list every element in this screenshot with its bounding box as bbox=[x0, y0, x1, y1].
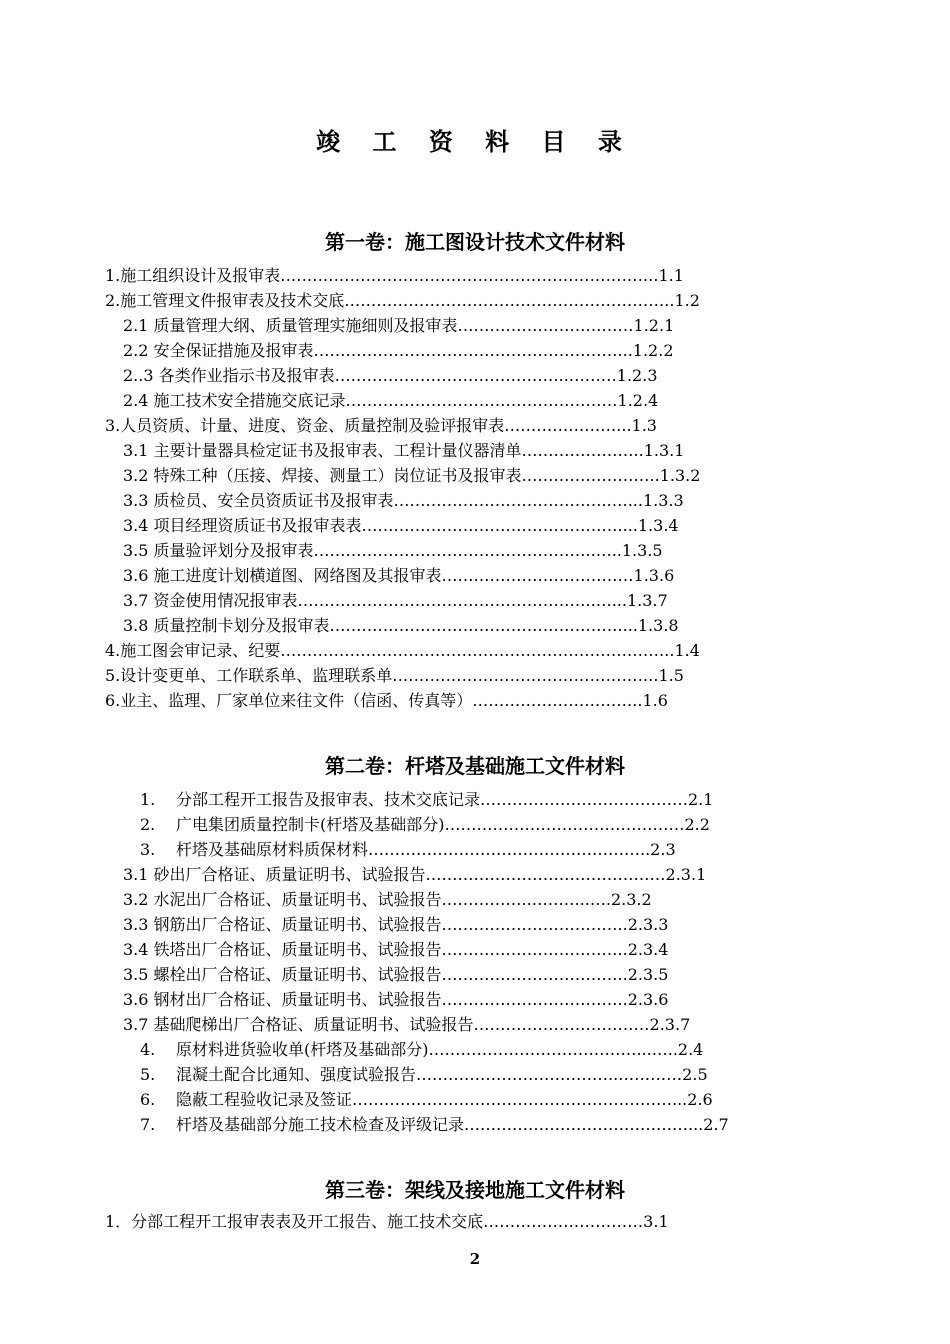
toc-item: 3.5 螺栓出厂合格证、质量证明书、试验报告……………………………..2.3.5 bbox=[123, 965, 669, 984]
toc-item-text: 杆塔及基础部分施工技术检查及评级记录……………………………………...2.7 bbox=[176, 1115, 729, 1134]
toc-item: 3.1 主要计量器具检定证书及报审表、工程计量仪器清单…………………..1.3.1 bbox=[123, 441, 685, 460]
toc-item-number: 6. bbox=[140, 1090, 156, 1109]
toc-item: 2..3 各类作业指示书及报审表……………………………………..………1.2.3 bbox=[123, 366, 658, 385]
toc-item-text: 分部工程开工报告及报审表、技术交底记录…………………………………2.1 bbox=[176, 790, 714, 809]
toc-item: 2.4 施工技术安全措施交底记录……………………………………………1.2.4 bbox=[123, 391, 659, 410]
toc-item-number: 1. bbox=[140, 790, 156, 809]
toc-item-number: 3. bbox=[140, 840, 156, 859]
toc-item: 3.8 质量控制卡划分及报审表………………………………………………....1.3.8 bbox=[123, 616, 679, 635]
toc-item: 2.施工管理文件报审表及技术交底……………………………………………………..1.2 bbox=[105, 291, 700, 310]
toc-item: 3.6 施工进度计划横道图、网络图及其报审表………………………………1.3.6 bbox=[123, 566, 675, 585]
toc-item bbox=[140, 840, 676, 860]
toc-item: 2.2 安全保证措施及报审表…………………………………………………...1.2.2 bbox=[123, 341, 674, 360]
toc-item-text: 杆塔及基础原材料质保材料……………………………………………..2.3 bbox=[176, 840, 676, 859]
toc-item-text: 原材料进货验收单(杆塔及基础部分)…………………………………...…..2.4 bbox=[176, 1040, 704, 1059]
toc-item bbox=[140, 790, 713, 810]
volume-1-heading: 第一卷：施工图设计技术文件材料 bbox=[325, 230, 625, 254]
toc-item: 3.6 钢材出厂合格证、质量证明书、试验报告……………………………..2.3.6 bbox=[123, 990, 669, 1009]
toc-item: 3.3 质检员、安全员资质证书及报审表…………………………………..…...1.3.3 bbox=[123, 491, 684, 510]
toc-item: 3.7 基础爬梯出厂合格证、质量证明书、试验报告……………………………2.3.7 bbox=[123, 1015, 691, 1034]
toc-item: 1.施工组织设计及报审表……………………………………………………………..1.1 bbox=[105, 266, 684, 285]
toc-item bbox=[140, 1115, 729, 1135]
toc-item bbox=[140, 815, 710, 835]
toc-item bbox=[140, 1040, 703, 1060]
toc-item bbox=[140, 1090, 713, 1110]
toc-item-text: 广电集团质量控制卡(杆塔及基础部分)………………………………………2.2 bbox=[176, 815, 710, 834]
page-number: 2 bbox=[469, 1250, 481, 1268]
toc-item: 3.5 质量验评划分及报审表……………………………………………..…..1.3.5 bbox=[123, 541, 663, 560]
volume-3-heading: 第三卷：架线及接地施工文件材料 bbox=[325, 1178, 625, 1202]
toc-item: 5.设计变更单、工作联系单、监理联系单…………………………………………..1.5 bbox=[105, 666, 684, 685]
toc-item: 3.7 资金使用情况报审表………………………………………………..…...1.3.7 bbox=[123, 591, 668, 610]
toc-item-text: 隐蔽工程验收记录及签证……………………………………………………...2.6 bbox=[176, 1090, 713, 1109]
toc-item: 3.3 钢筋出厂合格证、质量证明书、试验报告……………………………..2.3.3 bbox=[123, 915, 669, 934]
toc-item: 3.2 水泥出厂合格证、质量证明书、试验报告……………..………..….2.3.2 bbox=[123, 890, 652, 909]
toc-item bbox=[140, 1065, 708, 1085]
toc-item: 3.2 特殊工种（压接、焊接、测量工）岗位证书及报审表……………………..1.3.2 bbox=[123, 466, 701, 485]
toc-item-text: 混凝土配合比通知、强度试验报告………………………………..…………2.5 bbox=[176, 1065, 708, 1084]
toc-item-number: 7. bbox=[140, 1115, 156, 1134]
document-title: 竣 工 资 料 目 录 bbox=[316, 127, 634, 156]
volume-2-heading: 第二卷：杆塔及基础施工文件材料 bbox=[325, 754, 625, 778]
toc-item: 4.施工图会审记录、纪要………………………………………………………………..1.4 bbox=[105, 641, 700, 660]
toc-item-number: 2. bbox=[140, 815, 156, 834]
toc-item: 6.业主、监理、厂家单位来往文件（信函、传真等）…………………………..1.6 bbox=[105, 691, 668, 710]
toc-item: 3.1 砂出厂合格证、质量证明书、试验报告………………………………………2.3.1 bbox=[123, 865, 707, 884]
toc-item: 3.人员资质、计量、进度、资金、质量控制及验评报审表…………………...1.3 bbox=[105, 416, 657, 435]
toc-item-number: 4. bbox=[140, 1040, 156, 1059]
toc-item: 3.4 项目经理资质证书及报审表表…………………………………………....1.3.4 bbox=[123, 516, 679, 535]
toc-item: 3.4 铁塔出厂合格证、质量证明书、试验报告……………………………..2.3.4 bbox=[123, 940, 669, 959]
toc-item: 2.1 质量管理大纲、质量管理实施细则及报审表……………………………1.2.1 bbox=[123, 316, 675, 335]
toc-item-number: 5. bbox=[140, 1065, 156, 1084]
toc-item: 1．分部工程开工报审表表及开工报告、施工技术交底…………………………3.1 bbox=[105, 1212, 669, 1231]
